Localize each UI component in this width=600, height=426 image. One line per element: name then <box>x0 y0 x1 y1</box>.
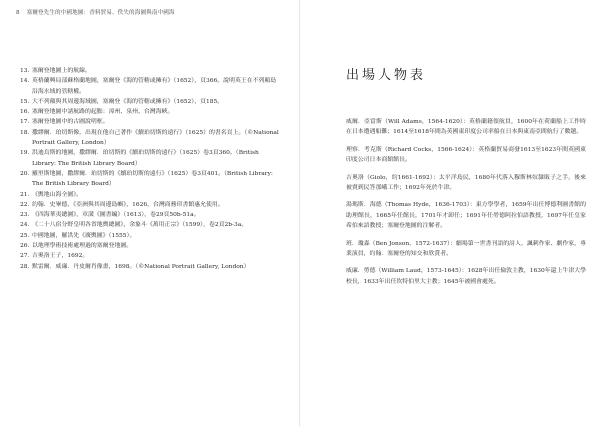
character-entry: 吉奧洛（Giolo，約1661-1692）：太平洋島民，1680年代落入穆斯林奴隸販子之手，後來被賣到民答那峨工作；1692年死於牛津。 <box>346 174 586 192</box>
list-item-number: 28. <box>20 263 30 270</box>
list-item-number: 16. <box>20 109 30 116</box>
character-entry: 威爾．亞當斯（Will Adams，1564-1620）：英格蘭籍領航員，1600年在荷蘭船上工作時在日本遭遇船難；1614至1618年間為英國東印度公司率船在日本與東南亞間航行了數趟。 <box>346 119 586 136</box>
list-item-number: 25. <box>20 232 30 239</box>
character-entry: 威廉．勞德（William Laud，1573-1645）：1628年出任倫敦主教，1630年還上牛津大學校長，1633年出任坎特伯里大主教；1645年被國會處死。 <box>346 268 586 285</box>
list-item <box>20 66 282 76</box>
list-item-text: 塞爾登地圖中諸航路的起點：漳州、泉州、台灣海峽。 <box>32 109 174 116</box>
list-item-number: 24. <box>20 222 30 229</box>
list-item-text: 撒繆爾．珀切斯像，出現在他自己著作《續珀切斯的遠行》（1625）的書名頁上。（©National Portrait Gallery, London） <box>32 129 279 147</box>
list-item-number: 23. <box>20 212 30 219</box>
list-item-number: 13. <box>20 68 30 74</box>
list-item <box>20 76 282 97</box>
list-item-text: 塞爾登地圖上的航線。 <box>32 68 91 74</box>
list-item <box>20 251 282 261</box>
page-number: 8 <box>16 10 20 16</box>
list-item-text: 英格蘭興局部蘇格蘭地圖，塞爾登《海的管轄或擁有》（1652），頁366。說明英王在不列顛島沿海水域的管轄權。 <box>32 78 277 95</box>
running-head-title: 塞爾登先生的中國地圖：香料貿易、佚失的海圖與南中國海 <box>26 10 175 16</box>
character-entry: 理察．考克斯（Richard Cocks，1566-1624）：英格蘭貿易商發1613至1623年間英國東印度公司日本商館館長。 <box>346 146 586 164</box>
list-item <box>20 220 282 230</box>
list-item-number: 18. <box>20 129 30 136</box>
list-item <box>20 117 282 127</box>
list-item-number: 19. <box>20 150 30 157</box>
list-item-text: 約翰．史畢德，《亞洲與其周邊島嶼》，1626，台灣商務印書館惠允使用。 <box>32 201 224 208</box>
illustration-list <box>20 66 282 272</box>
list-item <box>20 190 282 200</box>
section-title: 出場人物表 <box>346 68 427 83</box>
list-item <box>20 169 282 190</box>
list-item-number: 17. <box>20 119 30 126</box>
list-item <box>20 210 282 220</box>
list-item-text: 吉奧洛王子，1692。 <box>32 253 89 260</box>
list-item-text: 大不列顛與其周邊海域圖，塞爾登《海的管轄或擁有》（1652），頁185。 <box>32 98 224 105</box>
list-item-text: 《二十八宿分野皇明各省地輿總圖》，余象斗《萬用正宗》（1599），卷2頁2b-3a。 <box>32 222 248 229</box>
list-item-number: 14. <box>20 78 30 85</box>
list-item-text: 塞爾登地圖中的古圖說明框。 <box>32 119 109 126</box>
list-item <box>20 148 282 169</box>
list-item-text: 以地理學術技術處理過的塞爾登地圖。 <box>32 243 133 250</box>
list-item <box>20 231 282 241</box>
list-item <box>20 241 282 251</box>
list-item-text: 默雷爾．威廉．丹皮爾肖像畫，1698。（©National Portrait Gallery, London） <box>32 263 250 270</box>
list-item-text: 洪迪烏斯的地圖，撒繆爾．珀切斯的《續珀切斯的遠行》（1625）卷3頁360。（British Library: The British Library Board） <box>32 150 259 167</box>
running-head <box>16 8 175 16</box>
list-item <box>20 200 282 210</box>
list-item-text: 羅里斯地圖，撒繆爾．珀切斯的《續珀切斯的遠行》（1625）卷3頁401。（British Library: The British Library Board） <box>32 170 273 188</box>
list-item-number: 15. <box>20 98 30 105</box>
list-item-number: 20. <box>20 170 30 177</box>
list-item-number: 26. <box>20 243 30 250</box>
list-item-text: 《四海華夷總圖》，章潢《圖書編》（1613），卷29頁50b-51a。 <box>32 212 200 219</box>
list-item-text: 中國地圖，羅洪先《廣輿圖》（1555）。 <box>32 232 136 239</box>
list-item <box>20 97 282 107</box>
list-item-text: 《輿地山海全圖》。 <box>32 191 83 198</box>
list-item-number: 27. <box>20 253 30 260</box>
list-item-number: 22. <box>20 201 30 208</box>
character-entry: 班．瓊森（Ben Jonson，1572-1637）：劇場第一世書刊語的詩人、諷刺作家、劇作家，專業演員，約翰．塞爾登的知交和欣賞者。 <box>346 240 586 258</box>
character-list <box>346 117 586 294</box>
character-entry: 湯瑪斯．海德（Thomas Hyde，1636-1703）：東方學學者，1659年出任博德利圖書館的助理館長，1665年任館長，1701年才卸任；1691年任勞德阿拉伯語教授，1697年任皇家希伯來語教授；塞爾登地圖的注解者。 <box>346 202 586 230</box>
list-item <box>20 107 282 117</box>
list-item <box>20 128 282 149</box>
list-item <box>20 262 282 272</box>
list-item-number: 21. <box>20 191 30 198</box>
